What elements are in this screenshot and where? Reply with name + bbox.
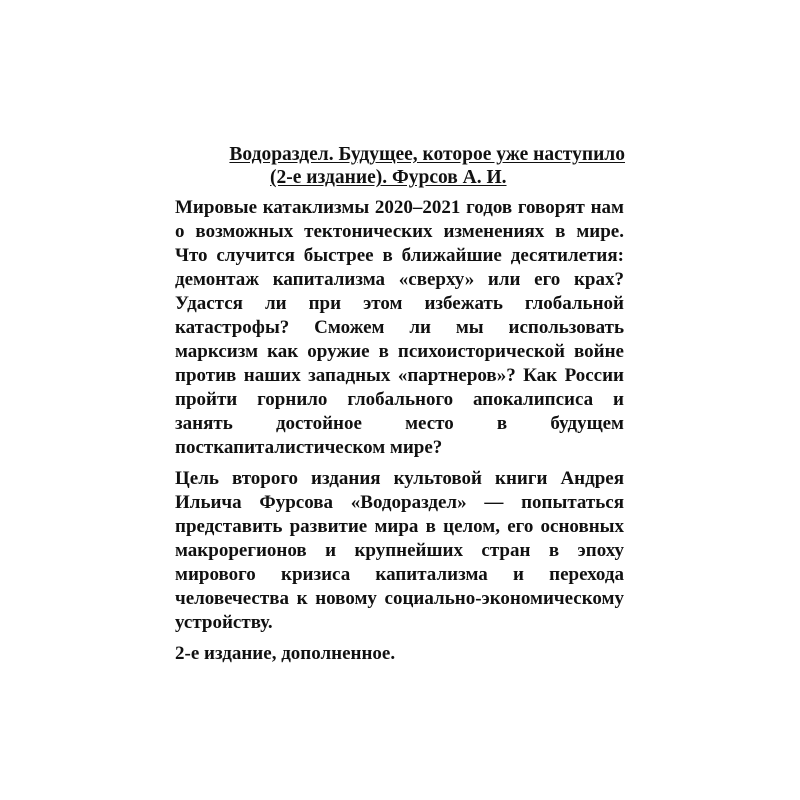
text-line: человечества к новому социально-экономическому bbox=[175, 588, 624, 609]
text-line: о возможных тектонических изменениях в мире. bbox=[175, 221, 624, 242]
text-line: Мировые катаклизмы 2020–2021 годов говорят нам bbox=[175, 197, 624, 218]
text-line: посткапиталистическом мире? bbox=[175, 437, 443, 458]
text-line: мирового кризиса капитализма и перехода bbox=[175, 564, 624, 585]
text-line: Что случится быстрее в ближайшие десятилетия: bbox=[175, 245, 624, 266]
title-line-2: (2-е издание). Фурсов А. И. bbox=[270, 167, 507, 188]
text-line: марксизм как оружие в психоисторической войне bbox=[175, 341, 624, 362]
text-line: представить развитие мира в целом, его основных bbox=[175, 516, 624, 537]
document-body bbox=[175, 196, 624, 673]
text-line: демонтаж капитализма «сверху» или его крах? bbox=[175, 269, 624, 290]
text-line: Ильича Фурсова «Водораздел» — попытаться bbox=[175, 492, 624, 513]
text-line: занять достойное место в будущем bbox=[175, 413, 624, 434]
text-line: Удастся ли при этом избежать глобальной bbox=[175, 293, 624, 314]
paragraph bbox=[175, 196, 624, 460]
document-title bbox=[175, 143, 625, 189]
text-line: устройству. bbox=[175, 612, 273, 633]
paragraph bbox=[175, 467, 624, 635]
title-line-1: Водораздел. Будущее, которое уже наступило bbox=[229, 144, 625, 165]
text-line: пройти горнило глобального апокалипсиса и bbox=[175, 389, 624, 410]
text-line: катастрофы? Сможем ли мы использовать bbox=[175, 317, 624, 338]
text-line: Цель второго издания культовой книги Андрея bbox=[175, 468, 624, 489]
text-line: 2-е издание, дополненное. bbox=[175, 643, 396, 664]
paragraph bbox=[175, 642, 624, 666]
text-line: против наших западных «партнеров»? Как России bbox=[175, 365, 624, 386]
text-line: макрорегионов и крупнейших стран в эпоху bbox=[175, 540, 624, 561]
